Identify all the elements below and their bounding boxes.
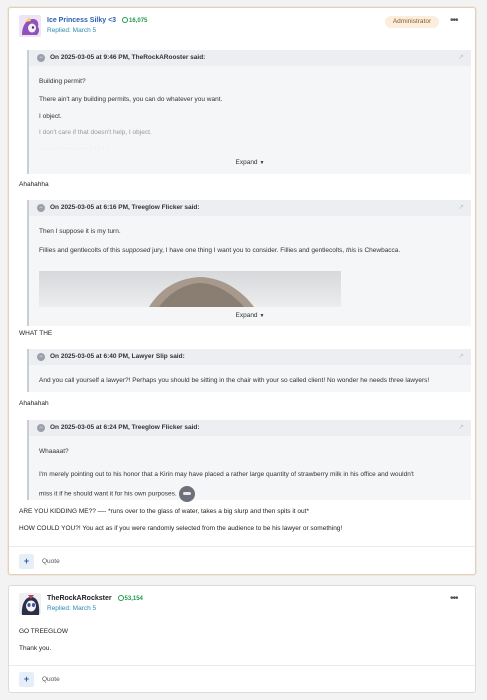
post-ice-princess [8,7,476,575]
quote-image[interactable] [39,271,341,307]
caret-down-icon: ▼ [259,313,265,319]
add-reaction-button[interactable]: + [19,554,34,569]
share-arrow-icon[interactable]: ↗ [458,54,464,61]
username[interactable] [47,17,147,24]
quote-block [27,349,471,392]
quote-line: I'm merely pointing out to his honor that a Kirin may have placed a rather large quantity of strawberry milk in his office and wouldn't [39,471,414,478]
reputation-icon [118,595,124,601]
divider [9,546,475,547]
post-text: GO TREEGLOW [19,628,68,635]
quote-line: There ain't any building permits, you can do whatever you want. [39,96,223,103]
post-therockarockster [8,585,476,693]
quote-line: I don't care if that doesn't help, I object. [39,129,152,136]
quote-block [27,50,471,174]
more-options-icon[interactable]: ••• [450,593,458,604]
quote-block [27,200,471,326]
avatar[interactable] [19,593,41,615]
post-header [9,8,475,42]
quote-segment: Fillies and gentlecolts of this [39,247,123,254]
quote-emphasis: this [346,247,357,254]
quote-button[interactable]: Quote [42,676,60,683]
expand-label: Expand [235,159,258,166]
quote-button[interactable]: Quote [42,558,60,565]
collapse-icon[interactable]: − [37,204,45,212]
quote-segment: is Chewbacca. [356,247,401,254]
reputation-value: 53,154 [124,596,143,602]
post-text: Ahahahha [19,181,49,188]
quote-title: On 2025-03-05 at 9:46 PM, TheRockARooster said: [50,54,206,61]
expand-button[interactable] [29,159,471,166]
post-text: ARE YOU KIDDING ME?? —- *runs over to the glass of water, takes a big slurp and then spits it out* [19,508,309,515]
share-arrow-icon[interactable]: ↗ [458,204,464,211]
post-text: Thank you. [19,645,52,652]
quote-line: Then I suppose it is my turn. [39,228,121,235]
username-text[interactable]: Ice Princess Silky <3 [47,17,117,24]
quote-header [29,50,471,66]
expand-label: Expand [235,312,258,319]
reputation-value: 16,075 [129,18,148,24]
divider [9,665,475,666]
reputation [122,18,147,24]
post-text: HOW COULD YOU?! You act as if you were randomly selected from the audience to be his lawyer or something! [19,525,343,532]
avatar[interactable] [19,15,41,37]
quote-line: I object. [39,113,62,120]
share-arrow-icon[interactable]: ↗ [458,424,464,431]
quote-line [39,247,400,254]
replied-date[interactable]: Replied: March 5 [47,27,97,34]
emoji-icon [179,486,195,502]
collapse-icon[interactable]: − [37,424,45,432]
post-text: Ahahahah [19,400,49,407]
quote-title: On 2025-03-05 at 6:24 PM, Treeglow Flicker said: [50,424,200,431]
post-text: WHAT THE [19,330,53,337]
quote-title: On 2025-03-05 at 6:40 PM, Lawyer Slip said: [50,353,185,360]
collapse-icon[interactable]: − [37,54,45,62]
quote-line: Whaaaat? [39,448,69,455]
more-options-icon[interactable]: ••• [450,15,458,26]
quote-line: And you call yourself a lawyer?! Perhaps you should be sitting in the chair with your so called client! No wonder he needs three lawyers! [39,377,430,384]
reputation [118,596,143,602]
collapse-icon[interactable]: − [37,353,45,361]
quote-header [29,349,471,365]
share-arrow-icon[interactable]: ↗ [458,353,464,360]
caret-down-icon: ▼ [259,160,265,166]
post-header [9,586,475,620]
quote-block [27,420,471,500]
expand-button[interactable] [29,312,471,319]
username[interactable] [47,595,143,602]
add-reaction-button[interactable]: + [19,672,34,687]
quote-line: Building permit? [39,78,86,85]
quote-header [29,200,471,216]
reputation-icon [122,17,128,23]
role-badge: Administrator [385,16,439,28]
quote-segment: jury, I have one thing I want you to consider. Fillies and gentlecolts, [150,247,347,254]
quote-line [39,486,195,502]
quote-header [29,420,471,436]
username-text[interactable]: TheRockARockster [47,595,112,602]
quote-line-hidden: · · · · · · · · · · · · · · · · · · [39,145,109,152]
quote-segment: miss it if he should want it for his own purposes. [39,490,177,498]
quote-title: On 2025-03-05 at 6:16 PM, Treeglow Flicker said: [50,204,200,211]
quote-emphasis: supposed [122,247,151,254]
replied-date[interactable]: Replied: March 5 [47,605,97,612]
